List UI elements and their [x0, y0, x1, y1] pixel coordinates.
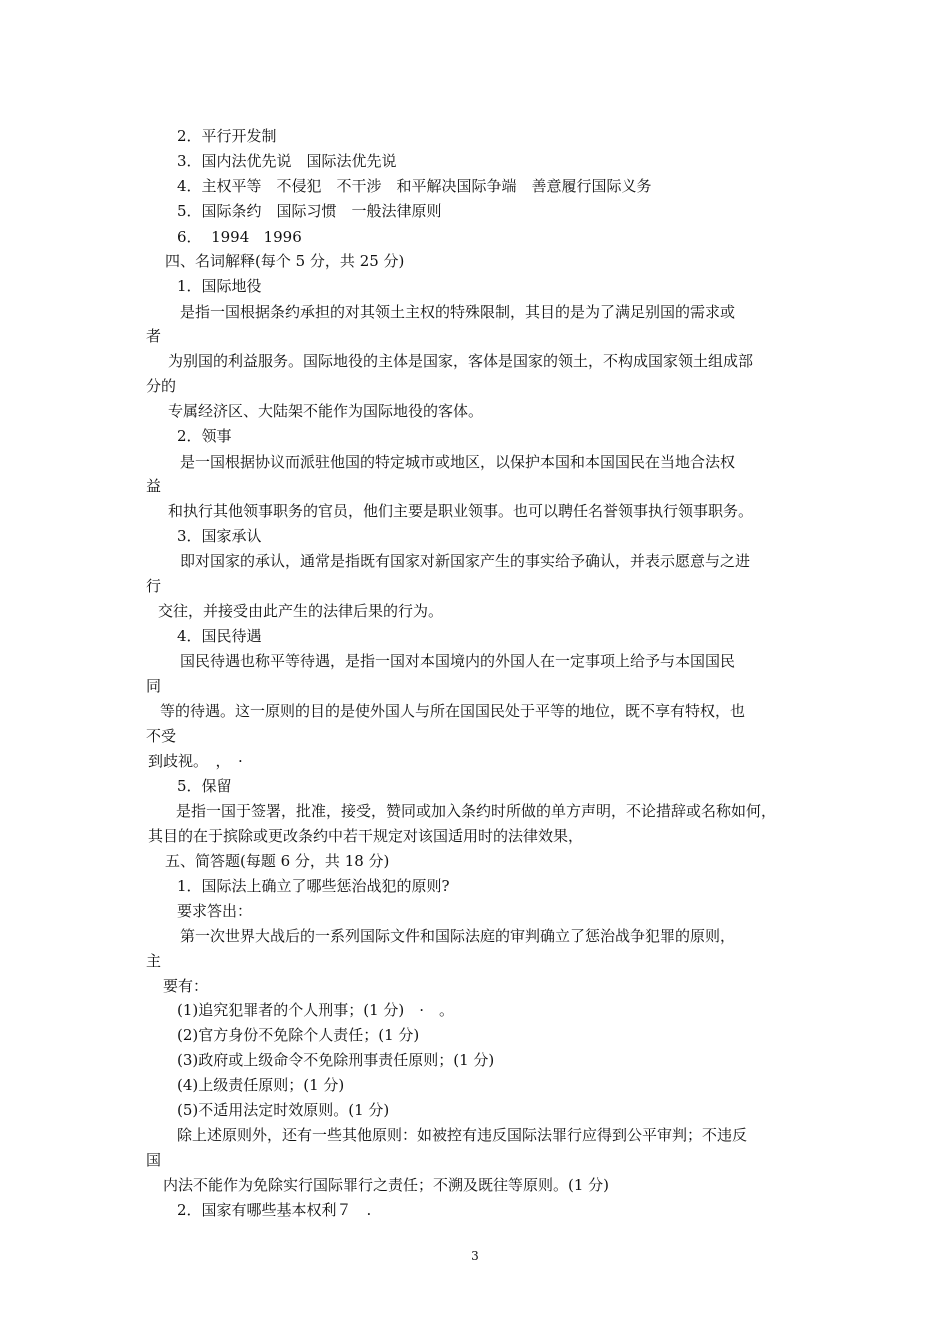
list-item: (3)政府或上级命令不免除刑事责任原则；(1 分) [177, 1051, 495, 1069]
term-heading-1: 1．国际地役 [177, 277, 262, 295]
paragraph-line: 等的待遇。这一原则的目的是使外国人与所在国国民处于平等的地位，既不享有特权，也 [160, 702, 746, 720]
paragraph-line: 国民待遇也称平等待遇，是指一国对本国境内的外国人在一定事项上给予与本国国民 [180, 652, 736, 670]
paragraph-line: 是一国根据协议而派驻他国的特定城市或地区，以保护本国和本国国民在当地合法权 [180, 453, 736, 471]
paragraph-line: 和执行其他领事职务的官员，他们主要是职业领事。也可以聘任名誉领事执行领事职务。 [168, 502, 754, 520]
answer-line-2: 2．平行开发制 [177, 127, 277, 145]
paragraph-line: 是指一国根据条约承担的对其领土主权的特殊限制，其目的是为了满足别国的需求或 [180, 303, 736, 321]
question-heading-1: 1．国际法上确立了哪些惩治战犯的原则? [177, 877, 450, 895]
list-item: (2)官方身份不免除个人责任；(1 分) [177, 1026, 420, 1044]
paragraph-line: 行 [146, 577, 162, 595]
section-heading-5: 五、简答题(每题 6 分，共 18 分) [165, 852, 390, 870]
paragraph-line: 主 [146, 952, 162, 970]
question-heading-2: 2．国家有哪些基本权利７ . [177, 1201, 372, 1219]
paragraph-line: 国 [146, 1151, 162, 1169]
list-item: (4)上级责任原则；(1 分) [177, 1076, 345, 1094]
paragraph-line: 分的 [146, 377, 177, 395]
answer-line-5: 5．国际条约 国际习惯 一般法律原则 [177, 202, 442, 220]
paragraph-line: 要求答出： [177, 902, 253, 920]
term-heading-3: 3．国家承认 [177, 527, 262, 545]
paragraph-line: 第一次世界大战后的一系列国际文件和国际法庭的审判确立了惩治战争犯罪的原则， [180, 927, 736, 945]
paragraph-line: 益 [146, 477, 162, 495]
list-item: (5)不适用法定时效原则。(1 分) [177, 1101, 390, 1119]
paragraph-line: 要有： [163, 977, 209, 995]
paragraph-line: 到歧视。 ， · [148, 752, 243, 770]
paragraph-line: 内法不能作为免除实行国际罪行之责任；不溯及既往等原则。(1 分) [163, 1176, 610, 1194]
paragraph-line: 者 [146, 327, 162, 345]
answer-line-3: 3．国内法优先说 国际法优先说 [177, 152, 397, 170]
paragraph-line: 为别国的利益服务。国际地役的主体是国家，客体是国家的领土，不构成国家领土组成部 [168, 352, 754, 370]
paragraph-line: 不受 [146, 727, 177, 745]
answer-line-6: 6． 1994 1996 [177, 228, 302, 246]
term-heading-4: 4．国民待遇 [177, 627, 262, 645]
paragraph-line: 是指一国于签署，批准，接受，赞同或加入条约时所做的单方声明，不论措辞或名称如何， [176, 802, 777, 820]
page-number: 3 [471, 1249, 479, 1263]
term-heading-2: 2．领事 [177, 427, 232, 445]
paragraph-line: 其目的在于摈除或更改条约中若干规定对该国适用时的法律效果， [148, 827, 584, 845]
answer-line-4: 4．主权平等 不侵犯 不干涉 和平解决国际争端 善意履行国际义务 [177, 177, 652, 195]
section-heading-4: 四、名词解释(每个 5 分，共 25 分) [165, 252, 405, 270]
paragraph-line: 除上述原则外，还有一些其他原则：如被控有违反国际法罪行应得到公平审判；不违反 [177, 1126, 748, 1144]
paragraph-line: 同 [146, 677, 162, 695]
paragraph-line: 即对国家的承认，通常是指既有国家对新国家产生的事实给予确认，并表示愿意与之进 [180, 552, 751, 570]
term-heading-5: 5．保留 [177, 777, 232, 795]
paragraph-line: 交往，并接受由此产生的法律后果的行为。 [158, 602, 444, 620]
list-item: (1)追究犯罪者的个人刑事；(1 分) · 。 [177, 1001, 455, 1019]
paragraph-line: 专属经济区、大陆架不能作为国际地役的客体。 [168, 402, 484, 420]
